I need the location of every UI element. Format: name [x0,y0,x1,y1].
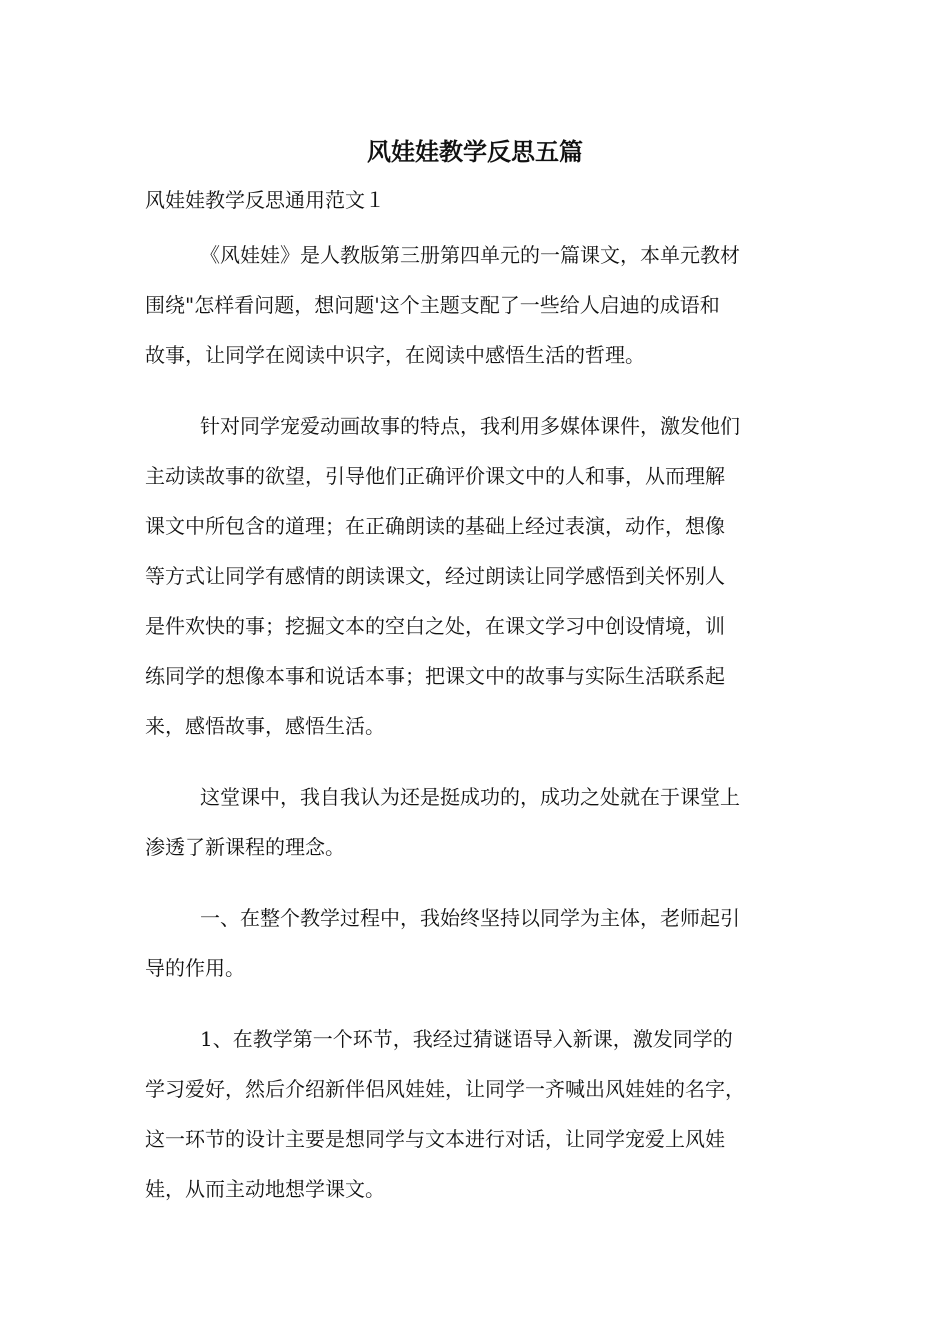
text-line: 渗透了新课程的理念。 [145,835,345,859]
text-line: 这堂课中，我自我认为还是挺成功的，成功之处就在于课堂上 [200,785,740,809]
paragraph-1 [145,230,807,380]
text-line: 主动读故事的欲望，引导他们正确评价课文中的人和事，从而理解 [145,464,725,488]
text-line: 导的作用。 [145,956,245,980]
text-line: 来，感悟故事，感悟生活。 [145,714,385,738]
text-line: 是件欢快的事；挖掘文本的空白之处，在课文学习中创设情境，训 [145,614,725,638]
text-line: 练同学的想像本事和说话本事；把课文中的故事与实际生活联系起 [145,664,725,688]
text-line: 围绕"怎样看问题，想问题'这个主题支配了一些给人启迪的成语和 [145,293,720,317]
text-line: 这一环节的设计主要是想同学与文本进行对话，让同学宠爱上风娃 [145,1127,725,1151]
paragraph-3 [145,772,807,872]
text-line: 1、在教学第一个环节，我经过猜谜语导入新课，激发同学的 [200,1027,733,1051]
body-text [145,230,807,1235]
text-line: 《风娃娃》是人教版第三册第四单元的一篇课文，本单元教材 [200,243,740,267]
text-line: 故事，让同学在阅读中识字，在阅读中感悟生活的哲理。 [145,343,645,367]
section-heading: 风娃娃教学反思通用范文１ [145,188,385,212]
text-line: 娃，从而主动地想学课文。 [145,1177,385,1201]
text-line: 等方式让同学有感情的朗读课文，经过朗读让同学感悟到关怀别人 [145,564,725,588]
paragraph-4 [145,893,807,993]
text-line: 一、在整个教学过程中，我始终坚持以同学为主体，老师起引 [200,906,740,930]
text-line: 课文中所包含的道理；在正确朗读的基础上经过表演，动作，想像 [145,514,725,538]
page-title: 风娃娃教学反思五篇 [367,137,583,166]
text-line: 针对同学宠爱动画故事的特点，我利用多媒体课件，激发他们 [200,414,740,438]
paragraph-2 [145,401,807,751]
text-line: 学习爱好，然后介绍新伴侣风娃娃，让同学一齐喊出风娃娃的名字， [145,1077,745,1101]
paragraph-5 [145,1014,807,1214]
